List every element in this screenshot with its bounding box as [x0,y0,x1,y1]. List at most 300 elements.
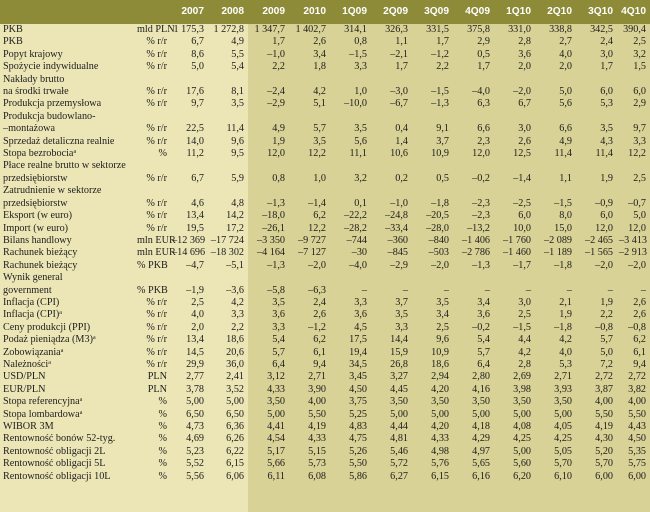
row-unit [135,111,170,123]
table-cell: 3,50 [431,396,449,408]
table-row [0,49,650,61]
table-cell: 6,0 [633,86,646,98]
table-cell: 3,50 [267,396,285,408]
row-label-text: Inflacja (CPI) [3,296,60,308]
table-cell: –2 913 [619,247,648,259]
table-cell: –2 465 [584,234,613,246]
footnote-marker: a [60,347,64,354]
table-cell: – [484,284,490,296]
table-cell: –2,1 [390,48,408,60]
table-row [0,61,650,73]
row-label-text: Płace realne brutto w sektorze [3,160,126,172]
table-cell: 4,50 [349,383,367,395]
table-body [0,24,650,483]
table-cell: 3,78 [186,383,204,395]
table-cell: 10,0 [513,222,531,234]
table-cell: 11,4 [554,148,572,160]
table-row [0,36,650,48]
table-cell: 12,2 [628,148,646,160]
table-cell: 5,15 [308,445,326,457]
row-label-text: Stopa lombardowa [3,408,80,420]
table-cell: 2,41 [226,371,244,383]
row-label-text: Zatrudnienie w sektorze [3,185,102,197]
table-cell: –1 189 [543,247,572,259]
table-cell [170,272,208,284]
table-cell: 4,00 [628,396,646,408]
row-label [0,446,135,458]
table-cell: 17,2 [226,222,244,234]
table-cell [453,272,494,284]
table-cell: 14,2 [226,210,244,222]
column-header: 1Q10 [506,6,531,17]
table-cell: 14,4 [390,334,408,346]
table-cell: 2,5 [191,296,204,308]
row-label [0,371,135,383]
table-cell: –28,0 [426,222,449,234]
table-cell: 4,9 [231,36,244,48]
row-unit: % r/r [146,98,167,110]
table-cell [248,74,289,86]
table-cell: –4 164 [256,247,285,259]
table-cell: – [361,284,367,296]
table-cell: 4,00 [595,396,613,408]
table-cell: –0,8 [595,321,613,333]
row-unit: PLN [147,371,167,383]
table-row [0,223,650,235]
row-unit: % r/r [146,86,167,98]
table-cell: –0,9 [595,197,613,209]
table-cell [289,74,330,86]
table-cell: 5,46 [390,445,408,457]
table-cell: 3,3 [395,321,408,333]
table-cell: – [607,284,613,296]
row-label-text: Stopa bezrobocia [3,148,74,160]
row-unit: % [158,396,167,408]
table-cell: –3,6 [226,284,244,296]
row-label-text: Podaż pieniądza (M3) [3,334,93,346]
row-label-text: Popyt krajowy [3,48,63,60]
table-cell: 0,4 [395,123,408,135]
table-cell: –1,8 [554,259,572,271]
table-cell [617,160,650,172]
row-label-text: Rentowność obligacji 10L [3,470,111,482]
row-label [0,36,135,48]
table-cell: –1 760 [502,234,531,246]
row-label [0,136,135,148]
row-label [0,98,135,110]
table-cell: –17 724 [210,234,244,246]
table-cell: 5,65 [472,458,490,470]
table-cell: 9,1 [436,123,449,135]
table-cell: 1,5 [633,61,646,73]
row-label-text: Produkcja budowlano- [3,110,96,122]
row-unit: mld PLN [137,24,175,35]
table-cell: 4,6 [191,197,204,209]
table-cell: 5,25 [349,408,367,420]
table-cell: 375,8 [467,24,490,35]
table-cell: 5,5 [231,48,244,60]
table-cell: 1,9 [272,135,285,147]
row-unit: % r/r [146,346,167,358]
table-cell: –1,0 [390,197,408,209]
table-cell: 13,4 [186,210,204,222]
header-unit-cell [135,0,170,24]
table-cell: 3,3 [633,135,646,147]
table-cell: 14,0 [186,135,204,147]
table-cell: 3,4 [313,48,326,60]
table-cell [248,160,289,172]
table-cell: 6,2 [633,334,646,346]
table-cell [330,185,371,197]
row-label-text: Sprzedaż detaliczna realnie [3,135,115,147]
table-cell: 3,6 [354,309,367,321]
table-cell: 2,7 [559,36,572,48]
table-cell: 6,10 [554,470,572,482]
table-cell: 2,72 [595,371,613,383]
table-cell: 15,0 [554,222,572,234]
table-cell: –2,9 [267,98,285,110]
table-row [0,359,650,371]
row-label-text: Import (w euro) [3,222,69,234]
table-cell: –3 413 [619,234,648,246]
table-cell: 342,5 [590,24,613,35]
table-cell: 34,5 [349,358,367,370]
table-cell: 5,0 [559,86,572,98]
table-cell [412,74,453,86]
table-cell: 1,7 [600,61,613,73]
header-label-cell [0,0,135,24]
table-cell: 3,6 [477,309,490,321]
table-cell: 5,00 [186,396,204,408]
table-row [0,384,650,396]
table-cell: 5,66 [267,458,285,470]
table-cell: –18 302 [210,247,244,259]
table-cell: 3,27 [390,371,408,383]
table-cell: 5,7 [477,346,490,358]
table-cell: 4,50 [628,433,646,445]
row-unit: % [158,445,167,457]
table-cell: 4,81 [390,433,408,445]
table-cell: 4,00 [308,396,326,408]
table-cell: –1,4 [513,172,531,184]
table-row [0,210,650,222]
table-cell: 1 175,3 [173,24,204,35]
header-row [0,0,650,24]
table-cell [535,111,576,123]
table-cell: 2,2 [231,321,244,333]
table-cell: 3,90 [308,383,326,395]
row-label-text: Rachunek bieżący [3,247,78,259]
row-label [0,86,135,98]
table-cell: 1,7 [477,61,490,73]
row-label [0,272,135,284]
table-cell: 4,44 [390,421,408,432]
table-cell: –1,5 [513,321,531,333]
table-cell [453,185,494,197]
table-cell [330,111,371,123]
table-row [0,371,650,383]
table-cell: 10,9 [431,148,449,160]
table-cell: 5,00 [267,408,285,420]
table-cell: 2,71 [554,371,572,383]
table-cell: 6,00 [595,470,613,482]
table-cell: 1,1 [559,172,572,184]
table-row [0,74,650,86]
table-cell: –840 [428,234,449,246]
table-cell: 0,8 [354,36,367,48]
table-cell: 3,7 [395,296,408,308]
table-cell: 5,9 [231,172,244,184]
table-cell: – [566,284,572,296]
table-cell: 5,70 [554,458,572,470]
table-cell: 9,6 [436,334,449,346]
table-cell: 1,1 [395,36,408,48]
table-cell: 9,4 [313,358,326,370]
table-cell: 5,00 [472,408,490,420]
table-cell: 2,94 [431,371,449,383]
table-cell: –5,1 [226,259,244,271]
row-label-text: government [3,284,52,296]
row-unit: % r/r [146,358,167,370]
row-label [0,396,135,408]
table-cell [289,160,330,172]
table-cell: 2,80 [472,371,490,383]
table-cell: 4,8 [231,197,244,209]
table-cell: 4,19 [308,421,326,432]
row-unit: % PKB [137,259,168,271]
row-unit: % r/r [146,334,167,346]
table-cell: 5,00 [431,408,449,420]
row-label-text: Stopa referencyjna [3,396,80,408]
table-cell: 6,7 [518,98,531,110]
table-cell [453,74,494,86]
row-label [0,111,135,123]
table-cell: 17,6 [186,86,204,98]
table-cell: –18,0 [262,210,285,222]
table-cell: 4,0 [559,346,572,358]
table-cell: 6,11 [267,470,285,482]
table-cell: –5,8 [267,284,285,296]
table-cell: 2,2 [600,309,613,321]
row-label [0,334,135,346]
table-cell: 8,0 [559,210,572,222]
table-cell: –1,3 [431,98,449,110]
table-row [0,322,650,334]
table-cell: 2,3 [477,135,490,147]
table-row [0,160,650,172]
row-unit [135,74,170,86]
row-label [0,433,135,445]
table-cell: 5,7 [272,346,285,358]
table-cell: 14,5 [186,346,204,358]
table-cell: 5,70 [595,458,613,470]
row-unit: % [158,433,167,445]
table-row [0,272,650,284]
row-unit: % [158,148,167,160]
row-label [0,210,135,222]
table-cell: –2 089 [543,234,572,246]
row-unit: PLN [147,383,167,395]
table-cell: 2,72 [628,371,646,383]
column-header: 2009 [262,6,285,17]
table-cell: 6,15 [226,458,244,470]
column-header: 2Q10 [547,6,572,17]
table-cell: 12,5 [513,148,531,160]
table-cell: 6,2 [313,210,326,222]
table-cell: 3,6 [518,48,531,60]
table-cell [576,74,617,86]
table-cell: 4,54 [267,433,285,445]
table-cell: 5,0 [191,61,204,73]
table-cell: 4,2 [559,334,572,346]
table-cell: –1,3 [267,259,285,271]
table-cell: 2,6 [313,309,326,321]
row-label-text: przedsiębiorstw [3,172,68,184]
row-unit: % r/r [146,309,167,321]
table-cell: –20,5 [426,210,449,222]
table-cell: 3,0 [518,296,531,308]
row-unit [135,185,170,197]
table-cell: 3,3 [231,309,244,321]
table-cell: 4,20 [431,383,449,395]
row-unit: % [158,470,167,482]
table-cell [208,160,248,172]
table-cell: –24,8 [385,210,408,222]
table-cell: 5,00 [226,396,244,408]
table-cell: 11,4 [226,123,244,135]
table-cell: 3,75 [349,396,367,408]
table-cell: 10,6 [390,148,408,160]
row-label [0,49,135,61]
row-label [0,309,135,321]
table-cell: 2,71 [308,371,326,383]
table-cell [576,185,617,197]
row-label [0,24,135,36]
table-cell: 8,1 [231,86,244,98]
table-cell [617,74,650,86]
row-label [0,247,135,259]
table-cell: 3,98 [513,383,531,395]
row-unit: % r/r [146,36,167,48]
table-cell: 12,2 [308,148,326,160]
row-unit: % r/r [146,296,167,308]
table-cell: –1,4 [308,197,326,209]
table-cell [289,272,330,284]
row-unit: % r/r [146,321,167,333]
row-label [0,322,135,334]
table-cell: 6,26 [226,433,244,445]
table-cell [170,160,208,172]
table-cell [170,111,208,123]
table-row [0,24,650,36]
table-cell: 2,4 [600,36,613,48]
table-cell: 3,5 [436,296,449,308]
table-cell: 5,4 [272,334,285,346]
table-cell: 6,22 [226,445,244,457]
table-cell [248,272,289,284]
table-cell [494,272,535,284]
table-cell: 4,30 [595,433,613,445]
table-cell: 1,9 [559,309,572,321]
table-cell: 5,73 [308,458,326,470]
row-label [0,458,135,470]
table-cell: 1 347,7 [254,24,285,35]
table-cell: 4,75 [349,433,367,445]
row-label-text: Spożycie indywidualne [3,61,99,73]
footnote-marker: a [79,397,83,404]
table-cell: 2,8 [518,358,531,370]
row-unit: % r/r [146,123,167,135]
table-cell: 3,5 [395,309,408,321]
table-cell: –9 727 [297,234,326,246]
table-cell: 1 272,8 [213,24,244,35]
table-cell [453,160,494,172]
table-cell: 0,1 [354,197,367,209]
table-cell: 4,18 [472,421,490,432]
table-cell: –3,0 [390,86,408,98]
footnote-marker: a [92,335,96,342]
row-label [0,285,135,297]
row-label-text: na środki trwałe [3,86,69,98]
table-cell [535,272,576,284]
table-cell: 10,9 [431,346,449,358]
table-cell: 20,6 [226,346,244,358]
table-cell: –1,5 [349,48,367,60]
table-cell: 5,00 [513,408,531,420]
table-cell [535,74,576,86]
table-cell: 18,6 [226,334,244,346]
table-cell: –2,3 [472,197,490,209]
table-cell: 3,0 [600,48,613,60]
table-cell: –1,8 [431,197,449,209]
table-cell: 326,3 [385,24,408,35]
row-label-text: Należności [3,358,49,370]
table-cell: 4,45 [390,383,408,395]
table-cell: 2,6 [633,296,646,308]
table-cell: 18,6 [431,358,449,370]
table-cell: 12,0 [628,222,646,234]
table-cell: –1,8 [554,321,572,333]
table-cell: 6,0 [600,210,613,222]
table-cell: –4,7 [186,259,204,271]
table-cell: 2,9 [633,98,646,110]
table-cell: 5,00 [390,408,408,420]
table-cell: 2,0 [191,321,204,333]
table-cell: –4,0 [472,86,490,98]
column-header: 3Q09 [424,6,449,17]
table-row [0,136,650,148]
row-label-text: Zobowiązania [3,346,61,358]
table-cell: 4,83 [349,421,367,432]
row-label [0,198,135,210]
table-cell: –845 [387,247,408,259]
footnote-marker: a [59,310,62,317]
table-cell: 1,8 [313,61,326,73]
table-cell: 5,20 [595,445,613,457]
table-cell: 0,8 [272,172,285,184]
table-cell: –1,2 [308,321,326,333]
table-cell: –3 350 [256,234,285,246]
table-cell: –1 406 [461,234,490,246]
table-cell [535,185,576,197]
table-cell: 3,5 [272,296,285,308]
table-row [0,471,650,483]
table-cell: 2,8 [518,36,531,48]
table-cell [289,185,330,197]
table-cell: 338,8 [549,24,572,35]
table-cell: 4,4 [518,334,531,346]
table-cell: –1,5 [554,197,572,209]
